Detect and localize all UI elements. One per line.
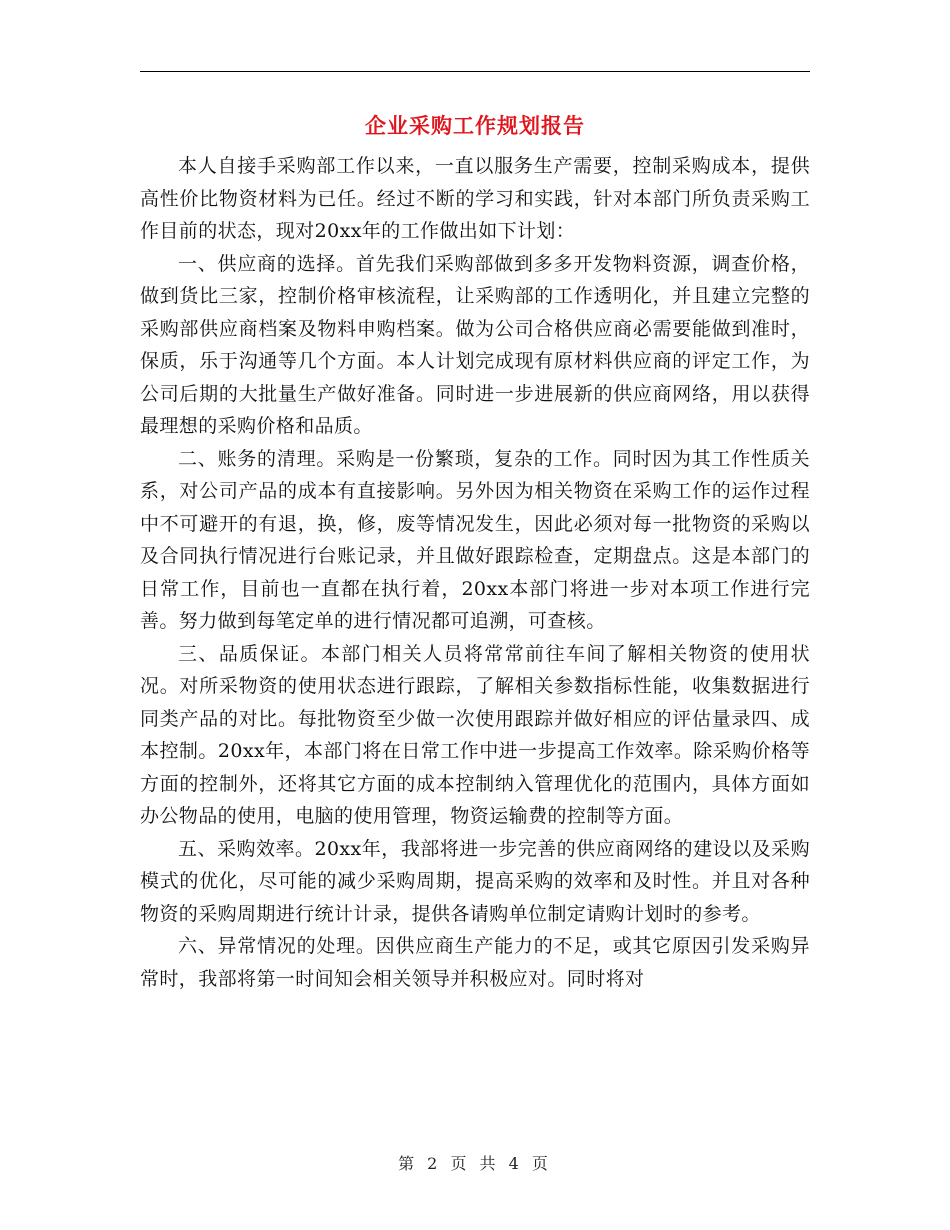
header-rule [140,71,810,72]
paragraph-intro: 本人自接手采购部工作以来，一直以服务生产需要，控制采购成本，提供高性价比物资材料为已任。经过不断的学习和实践，针对本部门所负责采购工作目前的状态，现对20xx年的工作做出如下计划： [140,155,810,242]
paragraph-procurement-efficiency: 五、采购效率。20xx年，我部将进一步完善的供应商网络的建设以及采购模式的优化，尽可能的减少采购周期，提高采购的效率和及时性。并且对各种物资的采购周期进行统计计录，提供各请购单位制定请购计划时的参考。 [140,837,810,925]
paragraph-exception-handling: 六、异常情况的处理。因供应商生产能力的不足，或其它原因引发采购异常时，我部将第一时间知会相关领导并积极应对。同时将对 [140,935,810,990]
document-title: 企业采购工作规划报告 [365,113,585,138]
paragraph-supplier-selection: 一、供应商的选择。首先我们采购部做到多多开发物料资源，调查价格，做到货比三家，控制价格审核流程，让采购部的工作透明化，并且建立完整的采购部供应商档案及物料申购档案。做为公司合格供应商必需要能做到准时，保质，乐于沟通等几个方面。本人计划完成现有原材料供应商的评定工作，为公司后期的大批量生产做好准备。同时进一步进展新的供应商网络，用以获得最理想的采购价格和品质。 [140,252,810,437]
document-body [140,150,810,995]
page-number-footer: 第 2 页 共 4 页 [398,1154,552,1173]
paragraph-quality-assurance: 三、品质保证。本部门相关人员将常常前往车间了解相关物资的使用状况。对所采物资的使用状态进行跟踪，了解相关参数指标性能，收集数据进行同类产品的对比。每批物资至少做一次使用跟踪并做好相应的评估量录四、成本控制。20xx年，本部门将在日常工作中进一步提高工作效率。除采购价格等方面的控制外，还将其它方面的成本控制纳入管理优化的范围内，具体方面如办公物品的使用，电脑的使用管理，物资运输费的控制等方面。 [140,642,810,827]
paragraph-accounts-cleanup: 二、账务的清理。采购是一份繁琐，复杂的工作。同时因为其工作性质关系，对公司产品的成本有直接影响。另外因为相关物资在采购工作的运作过程中不可避开的有退，换，修，废等情况发生，因此必须对每一批物资的采购以及合同执行情况进行台账记录，并且做好跟踪检查，定期盘点。这是本部门的日常工作，目前也一直都在执行着，20xx本部门将进一步对本项工作进行完善。努力做到每笔定单的进行情况都可追溯，可查核。 [140,447,810,632]
